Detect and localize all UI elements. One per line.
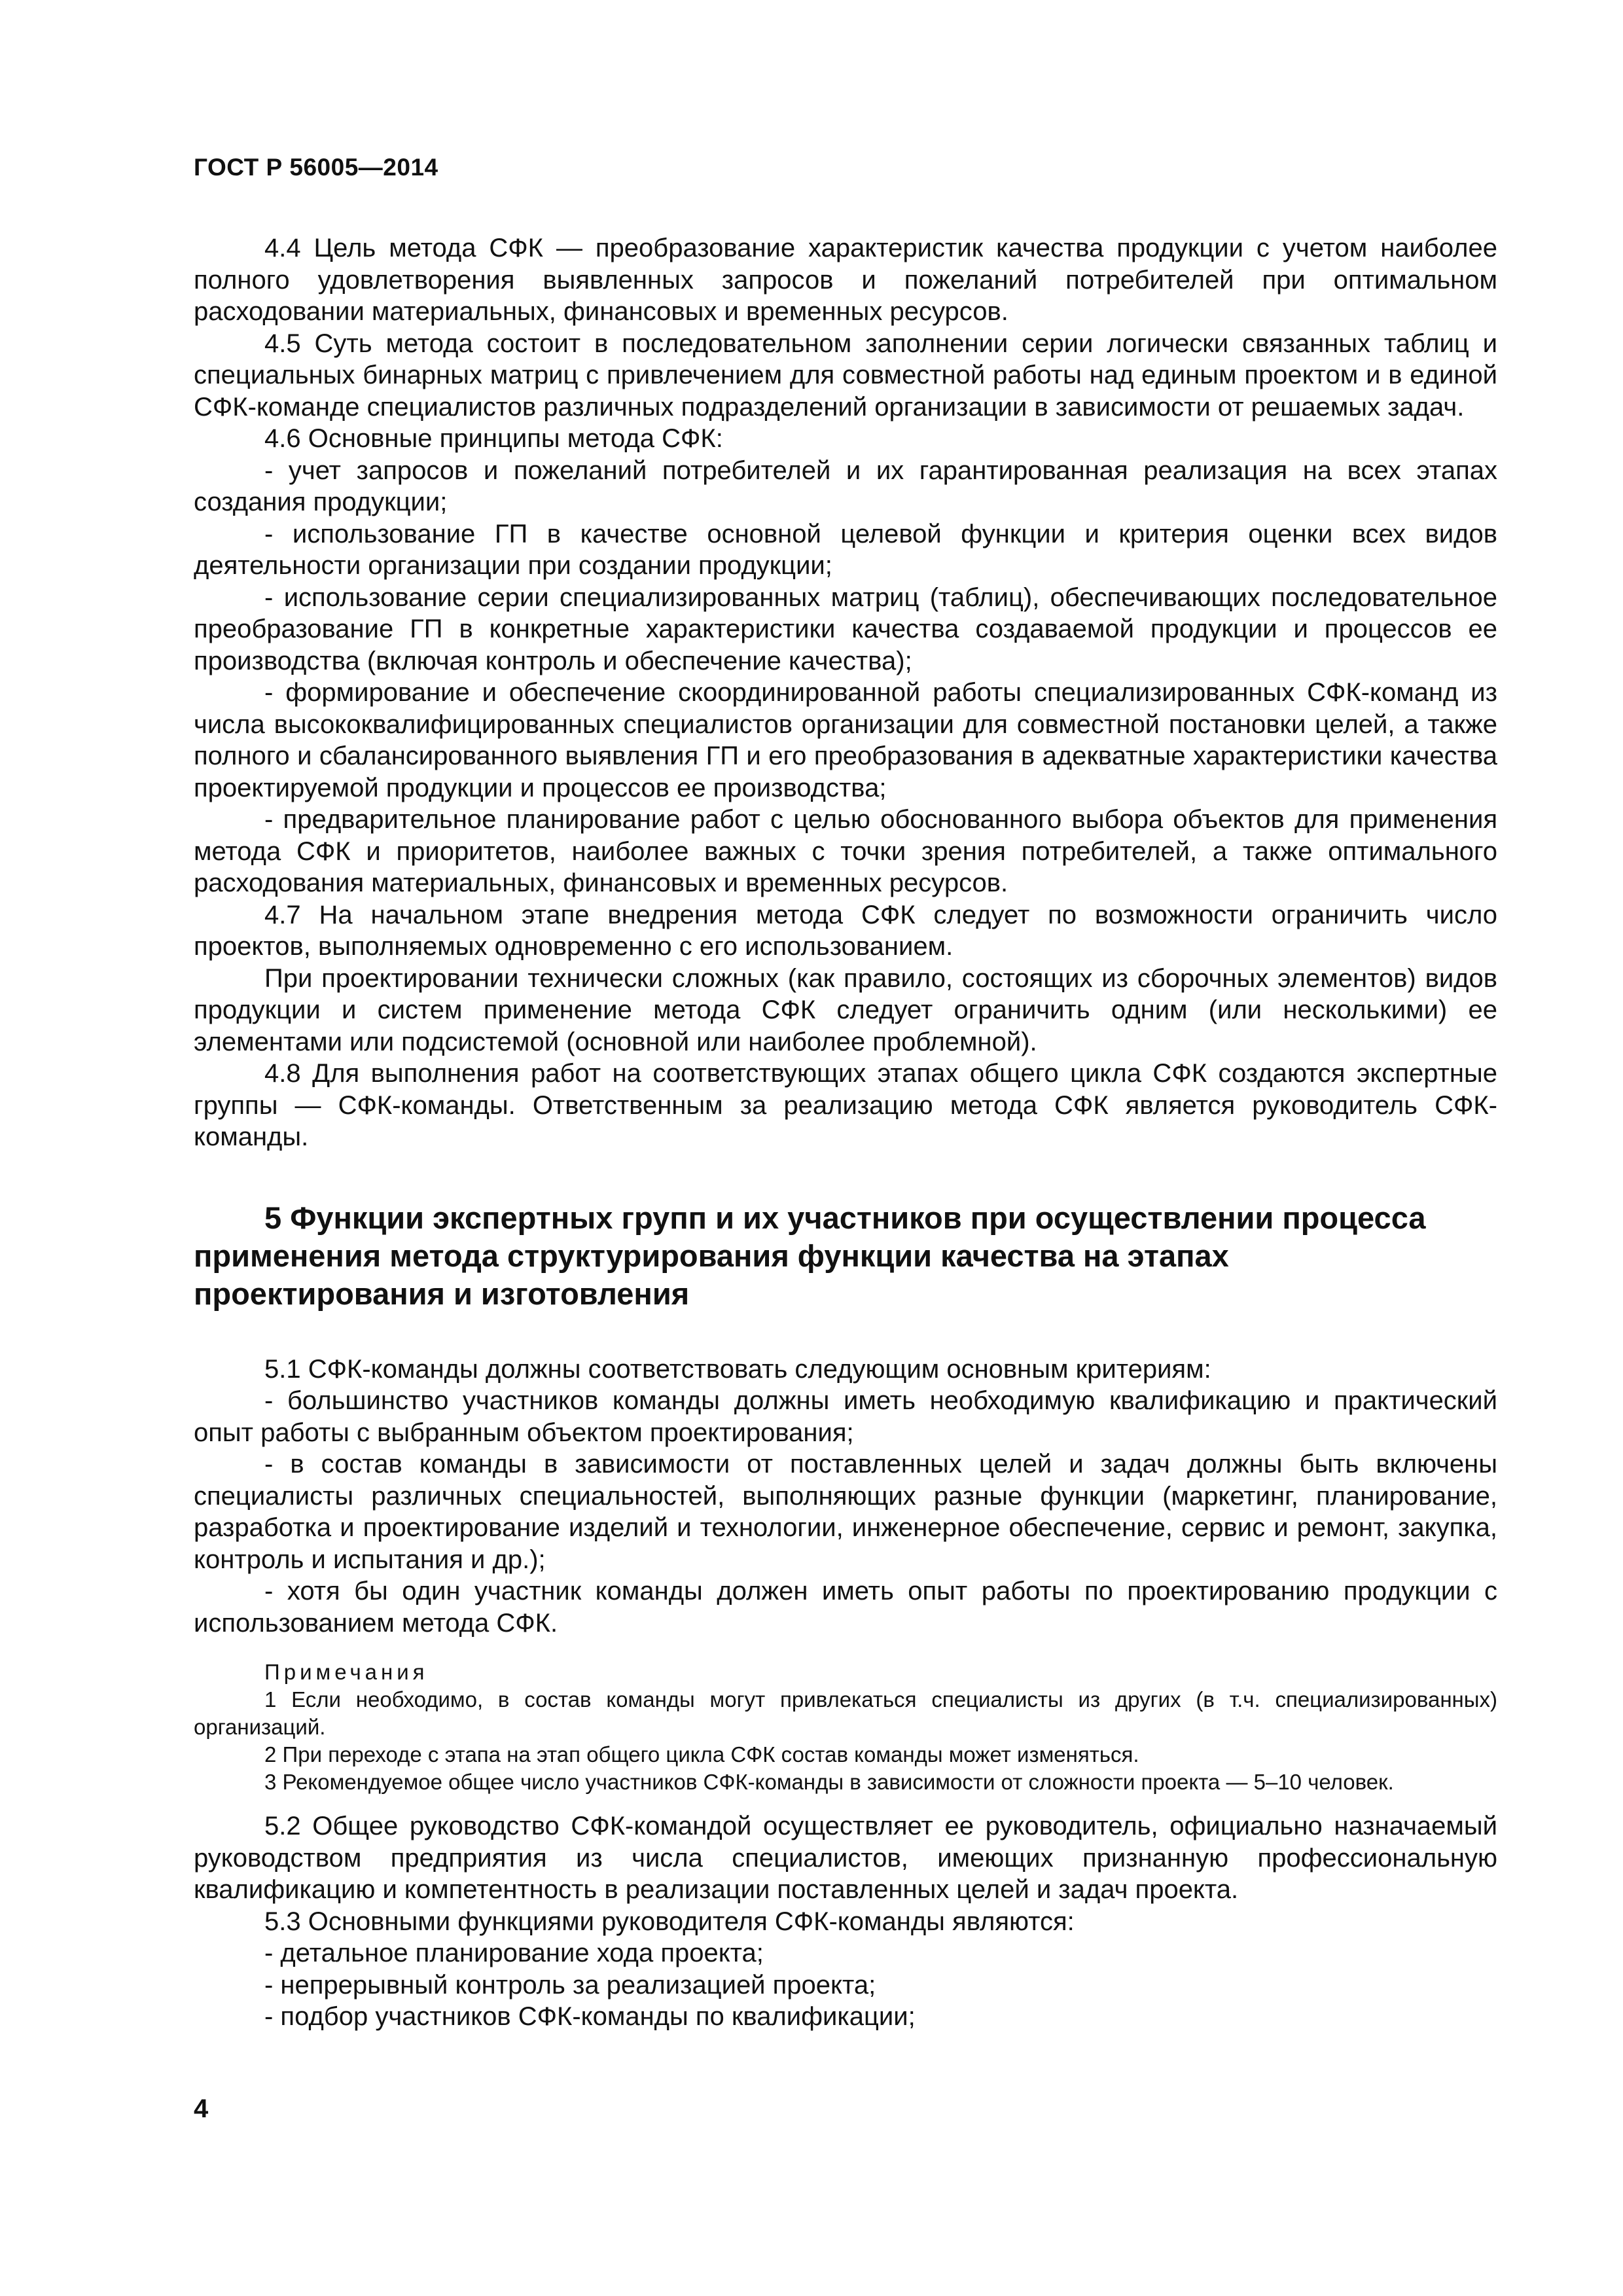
- paragraph-4-5: 4.5 Суть метода состоит в последовательном заполнении серии логически связанных таблиц и специальных бинарных матриц с привлечением для совместной работы над единым проектом и в единой СФК-команде специалистов различных подразделений организации в зависимости от решаемых задач.: [194, 329, 1497, 422]
- list-item: - использование ГП в качестве основной целевой функции и критерия оценки всех видов деятельности организации при создании продукции;: [194, 519, 1497, 580]
- section-heading-line: проектирования и изготовления: [194, 1276, 690, 1311]
- list-item: - использование серии специализированных матриц (таблиц), обеспечивающих последовательное преобразование ГП в конкретные характеристики качества создаваемой продукции и процессов ее производства (включая контроль и обеспечение качества);: [194, 583, 1497, 675]
- page-number: 4: [194, 2094, 209, 2123]
- paragraph-5-1: 5.1 СФК-команды должны соответствовать следующим основным критериям:: [264, 1354, 1211, 1384]
- document-body: [194, 232, 1497, 2033]
- document-code-header: ГОСТ Р 56005—2014: [194, 154, 438, 181]
- note-item: 1 Если необходимо, в состав команды могут привлекаться специалисты из других (в т.ч. специализированных) организаций.: [194, 1687, 1497, 1739]
- list-item: - непрерывный контроль за реализацией проекта;: [264, 1970, 876, 2000]
- section-heading-line: применения метода структурирования функции качества на этапах: [194, 1238, 1229, 1273]
- paragraph-5-3: 5.3 Основными функциями руководителя СФК-команды являются:: [264, 1907, 1075, 1936]
- paragraph-4-7: 4.7 На начальном этапе внедрения метода СФК следует по возможности ограничить число проектов, выполняемых одновременно с его использованием.: [194, 900, 1497, 961]
- section-5-heading: [194, 1199, 1497, 1313]
- notes-title: Примечания: [264, 1660, 429, 1684]
- list-item: - учет запросов и пожеланий потребителей и их гарантированная реализация на всех этапах создания продукции;: [194, 456, 1497, 516]
- paragraph-5-2: 5.2 Общее руководство СФК-командой осуществляет ее руководитель, официально назначаемый руководством предприятия из числа специалистов, имеющих признанную профессиональную квалификацию и компетентность в реализации поставленных целей и задач проекта.: [194, 1812, 1497, 1904]
- list-item: - детальное планирование хода проекта;: [264, 1939, 764, 1967]
- note-item: 2 При переходе с этапа на этап общего цикла СФК состав команды может изменяться.: [264, 1742, 1139, 1767]
- section-heading-line: 5 Функции экспертных групп и их участников при осуществлении процесса: [264, 1200, 1426, 1235]
- list-item: - подбор участников СФК-команды по квалификации;: [264, 2002, 916, 2031]
- list-item: - предварительное планирование работ с целью обоснованного выбора объектов для применения метода СФК и приоритетов, наиболее важных с точки зрения потребителей, а также оптимального расходования материальных, финансовых и временных ресурсов.: [194, 805, 1497, 897]
- paragraph-4-4: 4.4 Цель метода СФК — преобразование характеристик качества продукции с учетом наиболее полного удовлетворения выявленных запросов и пожеланий потребителей при оптимальном расходовании материальных, финансовых и временных ресурсов.: [194, 234, 1497, 326]
- paragraph-4-8: 4.8 Для выполнения работ на соответствующих этапах общего цикла СФК создаются экспертные группы — СФК-команды. Ответственным за реализацию метода СФК является руководитель СФК-команды.: [194, 1059, 1497, 1151]
- notes-block: [194, 1659, 1497, 1796]
- paragraph-4-6: 4.6 Основные принципы метода СФК:: [264, 424, 723, 453]
- list-item: - хотя бы один участник команды должен иметь опыт работы по проектированию продукции с использованием метода СФК.: [194, 1577, 1497, 1638]
- paragraph-4-7-continued: При проектировании технически сложных (как правило, состоящих из сборочных элементов) видов продукции и систем применение метода СФК следует ограничить одним (или несколькими) ее элементами или подсистемой (основной или наиболее проблемной).: [194, 963, 1497, 1056]
- list-item: - в состав команды в зависимости от поставленных целей и задач должны быть включены специалисты различных специальностей, выполняющих разные функции (маркетинг, планирование, разработка и проектирование изделий и технологии, инженерное обеспечение, сервис и ремонт, закупка, контроль и испытания и др.);: [194, 1450, 1497, 1574]
- note-item: 3 Рекомендуемое общее число участников СФК-команды в зависимости от сложности проекта — 5–10 человек.: [264, 1770, 1394, 1794]
- list-item: - формирование и обеспечение скоординированной работы специализированных СФК-команд из числа высококвалифицированных специалистов организации для совместной постановки целей, а также полного и сбалансированного выявления ГП и его преобразования в адекватные характеристики качества проектируемой продукции и процессов ее производства;: [194, 678, 1497, 802]
- list-item: - большинство участников команды должны иметь необходимую квалификацию и практический опыт работы с выбранным объектом проектирования;: [194, 1386, 1497, 1447]
